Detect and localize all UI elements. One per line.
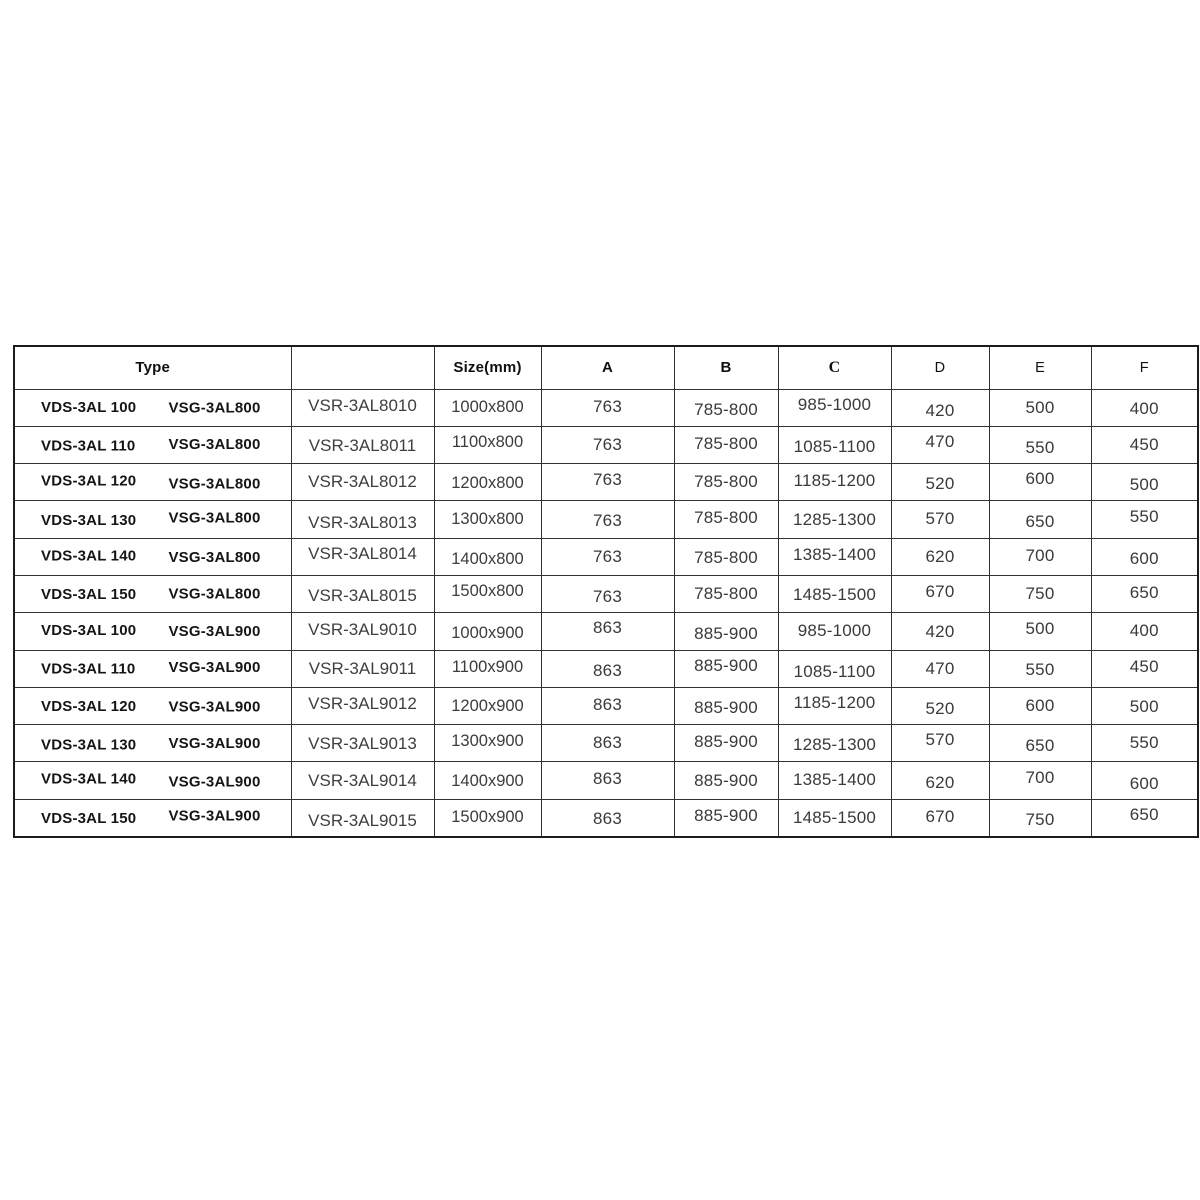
col-f-cell <box>1091 725 1198 762</box>
col-e-cell <box>989 538 1091 575</box>
cell-value: 1385-1400 <box>792 544 877 564</box>
type-cell <box>14 725 291 762</box>
cell-value: 1200x800 <box>451 473 524 492</box>
col-d-cell <box>891 389 989 426</box>
model-cell <box>291 426 434 463</box>
type-vsg-label: VSG-3AL800 <box>168 399 261 417</box>
col-f-cell <box>1091 799 1198 836</box>
cell-value: 1100x900 <box>451 658 524 677</box>
cell-value: 1100x800 <box>451 433 524 452</box>
cell-value: 1300x800 <box>451 510 524 529</box>
col-c-cell <box>778 426 891 463</box>
spec-table-container <box>13 345 1199 838</box>
cell-value: 863 <box>593 618 622 638</box>
cell-value: 750 <box>1025 809 1055 829</box>
cell-value: 1485-1500 <box>792 585 877 605</box>
cell-value: 885-900 <box>694 805 758 825</box>
col-f-cell <box>1091 538 1198 575</box>
col-c-cell <box>778 650 891 687</box>
table-row <box>14 538 1198 575</box>
col-e-cell <box>989 725 1091 762</box>
col-a-cell <box>541 464 674 501</box>
product-spec-table <box>13 345 1199 838</box>
cell-value: 763 <box>593 396 622 416</box>
cell-value: VSR-3AL8010 <box>308 395 417 415</box>
table-row <box>14 687 1198 724</box>
type-vds-label: VDS-3AL 150 <box>41 810 137 828</box>
table-row <box>14 650 1198 687</box>
type-cell <box>14 762 291 799</box>
cell-value: 600 <box>1025 696 1055 716</box>
cell-value: 1000x800 <box>451 398 524 417</box>
cell-value: 670 <box>925 582 955 602</box>
col-a-cell <box>541 650 674 687</box>
col-c-cell <box>778 389 891 426</box>
cell-value: 420 <box>925 400 955 420</box>
col-e-cell <box>989 762 1091 799</box>
type-cell <box>14 687 291 724</box>
cell-value: VSR-3AL8012 <box>308 472 417 492</box>
cell-value: 620 <box>925 772 955 792</box>
cell-value: 785-800 <box>694 507 758 527</box>
col-b-cell <box>674 426 778 463</box>
col-e-cell <box>989 501 1091 538</box>
cell-value: 763 <box>593 470 622 490</box>
table-row <box>14 613 1198 650</box>
cell-value: 885-900 <box>694 655 758 675</box>
type-cell <box>14 501 291 538</box>
col-f-cell <box>1091 426 1198 463</box>
cell-value: 750 <box>1025 584 1055 604</box>
type-vsg-label: VSG-3AL800 <box>168 509 261 527</box>
cell-value: 1200x900 <box>451 696 524 715</box>
cell-value: 400 <box>1129 621 1159 641</box>
col-d-cell <box>891 575 989 612</box>
col-c-cell <box>778 575 891 612</box>
column-header-blank <box>291 346 434 389</box>
type-cell <box>14 799 291 836</box>
column-header-type: Type <box>14 346 291 389</box>
cell-value: 885-900 <box>694 732 758 752</box>
col-a-cell <box>541 687 674 724</box>
cell-value: 500 <box>1025 619 1055 639</box>
type-cell <box>14 464 291 501</box>
cell-value: VSR-3AL8011 <box>308 435 417 455</box>
cell-value: 785-800 <box>694 433 758 453</box>
cell-value: VSR-3AL9014 <box>308 770 417 790</box>
type-cell <box>14 650 291 687</box>
cell-value: 885-900 <box>694 624 758 644</box>
cell-value: VSR-3AL8015 <box>308 586 417 606</box>
cell-value: 600 <box>1025 469 1055 489</box>
cell-value: 650 <box>1025 511 1055 531</box>
col-c-cell <box>778 762 891 799</box>
cell-value: 470 <box>925 431 955 451</box>
col-d-cell <box>891 799 989 836</box>
header-row <box>14 346 1198 389</box>
col-d-cell <box>891 762 989 799</box>
col-b-cell <box>674 725 778 762</box>
col-b-cell <box>674 389 778 426</box>
cell-value: 763 <box>593 510 622 530</box>
cell-value: 450 <box>1129 656 1159 676</box>
cell-value: 785-800 <box>694 547 758 567</box>
cell-value: 700 <box>1025 545 1055 565</box>
col-d-cell <box>891 650 989 687</box>
type-cell <box>14 426 291 463</box>
cell-value: 700 <box>1025 767 1055 787</box>
cell-value: 863 <box>593 768 622 788</box>
cell-value: VSR-3AL9015 <box>308 810 417 830</box>
col-a-cell <box>541 762 674 799</box>
col-c-cell <box>778 464 891 501</box>
col-f-cell <box>1091 613 1198 650</box>
size-cell <box>434 762 541 799</box>
type-cell <box>14 538 291 575</box>
cell-value: 550 <box>1129 733 1159 753</box>
cell-value: 550 <box>1129 506 1159 526</box>
cell-value: 500 <box>1129 697 1159 717</box>
type-vsg-label: VSG-3AL900 <box>168 622 261 640</box>
type-vds-label: VDS-3AL 100 <box>41 621 137 639</box>
table-row <box>14 725 1198 762</box>
col-d-cell <box>891 426 989 463</box>
size-cell <box>434 725 541 762</box>
type-vds-label: VDS-3AL 140 <box>41 770 137 788</box>
col-c-cell <box>778 613 891 650</box>
cell-value: VSR-3AL9012 <box>308 694 417 714</box>
model-cell <box>291 799 434 836</box>
type-vds-label: VDS-3AL 150 <box>41 585 137 603</box>
col-f-cell <box>1091 762 1198 799</box>
col-b-cell <box>674 762 778 799</box>
model-cell <box>291 687 434 724</box>
size-cell <box>434 687 541 724</box>
size-cell <box>434 464 541 501</box>
model-cell <box>291 464 434 501</box>
cell-value: 620 <box>925 546 955 566</box>
type-vds-label: VDS-3AL 140 <box>41 547 137 565</box>
cell-value: 650 <box>1025 736 1055 756</box>
col-a-cell <box>541 426 674 463</box>
col-d-cell <box>891 538 989 575</box>
col-a-cell <box>541 725 674 762</box>
type-vsg-label: VSG-3AL800 <box>168 475 261 493</box>
col-b-cell <box>674 575 778 612</box>
table-row <box>14 389 1198 426</box>
cell-value: 470 <box>925 658 955 678</box>
cell-value: VSR-3AL8014 <box>308 543 417 563</box>
model-cell <box>291 538 434 575</box>
col-f-cell <box>1091 464 1198 501</box>
cell-value: 785-800 <box>694 399 758 419</box>
cell-value: 650 <box>1129 804 1159 824</box>
size-cell <box>434 799 541 836</box>
type-vds-label: VDS-3AL 120 <box>41 697 137 715</box>
size-cell <box>434 501 541 538</box>
cell-value: 1085-1100 <box>793 661 876 681</box>
model-cell <box>291 501 434 538</box>
col-e-cell <box>989 575 1091 612</box>
col-f-cell <box>1091 650 1198 687</box>
type-vds-label: VDS-3AL 120 <box>41 472 137 490</box>
cell-value: 863 <box>593 695 622 715</box>
type-vsg-label: VSG-3AL900 <box>168 659 261 677</box>
type-cell <box>14 613 291 650</box>
cell-value: VSR-3AL9010 <box>308 620 417 640</box>
cell-value: 1500x800 <box>451 581 524 600</box>
col-a-cell <box>541 613 674 650</box>
col-c-cell <box>778 799 891 836</box>
col-f-cell <box>1091 575 1198 612</box>
cell-value: 600 <box>1129 548 1159 568</box>
col-b-cell <box>674 799 778 836</box>
col-a-cell <box>541 538 674 575</box>
column-header-f: F <box>1091 346 1198 389</box>
cell-value: 1400x800 <box>451 550 524 569</box>
col-b-cell <box>674 687 778 724</box>
cell-value: 650 <box>1129 583 1159 603</box>
cell-value: 1385-1400 <box>792 769 877 789</box>
type-vsg-label: VSG-3AL800 <box>168 585 261 603</box>
table-header <box>14 346 1198 389</box>
table-row <box>14 762 1198 799</box>
model-cell <box>291 613 434 650</box>
col-d-cell <box>891 687 989 724</box>
cell-value: 885-900 <box>694 770 758 790</box>
type-vsg-label: VSG-3AL900 <box>168 698 261 716</box>
column-header-c: C <box>778 346 891 389</box>
type-cell <box>14 389 291 426</box>
cell-value: 985-1000 <box>797 394 872 414</box>
column-header-b: B <box>674 346 778 389</box>
type-vds-label: VDS-3AL 100 <box>41 399 137 417</box>
column-header-e: E <box>989 346 1091 389</box>
col-e-cell <box>989 650 1091 687</box>
col-e-cell <box>989 426 1091 463</box>
col-f-cell <box>1091 501 1198 538</box>
table-row <box>14 426 1198 463</box>
cell-value: 1185-1200 <box>793 693 876 713</box>
model-cell <box>291 650 434 687</box>
cell-value: VSR-3AL8013 <box>308 512 417 532</box>
type-vsg-label: VSG-3AL900 <box>168 773 261 791</box>
col-a-cell <box>541 389 674 426</box>
type-vsg-label: VSG-3AL800 <box>168 436 261 454</box>
col-b-cell <box>674 464 778 501</box>
cell-value: 1485-1500 <box>792 807 877 827</box>
col-d-cell <box>891 613 989 650</box>
size-cell <box>434 389 541 426</box>
type-vds-label: VDS-3AL 110 <box>41 660 136 678</box>
column-header-d: D <box>891 346 989 389</box>
col-e-cell <box>989 613 1091 650</box>
cell-value: 570 <box>925 730 955 750</box>
col-f-cell <box>1091 389 1198 426</box>
cell-value: 520 <box>925 474 955 494</box>
col-d-cell <box>891 464 989 501</box>
cell-value: 885-900 <box>694 698 758 718</box>
cell-value: 785-800 <box>694 584 758 604</box>
cell-value: 985-1000 <box>797 621 872 641</box>
model-cell <box>291 725 434 762</box>
col-e-cell <box>989 687 1091 724</box>
cell-value: 863 <box>593 660 622 680</box>
col-e-cell <box>989 799 1091 836</box>
cell-value: 1500x900 <box>451 808 524 827</box>
cell-value: 863 <box>593 733 622 753</box>
size-cell <box>434 613 541 650</box>
col-e-cell <box>989 464 1091 501</box>
cell-value: 520 <box>925 699 955 719</box>
cell-value: VSR-3AL9013 <box>308 734 417 754</box>
cell-value: 763 <box>593 546 622 566</box>
column-header-a: A <box>541 346 674 389</box>
size-cell <box>434 650 541 687</box>
cell-value: 785-800 <box>694 472 758 492</box>
col-c-cell <box>778 501 891 538</box>
cell-value: 600 <box>1129 773 1159 793</box>
cell-value: VSR-3AL9011 <box>308 658 417 678</box>
type-vds-label: VDS-3AL 130 <box>41 736 137 754</box>
col-c-cell <box>778 725 891 762</box>
model-cell <box>291 389 434 426</box>
cell-value: 1300x900 <box>451 731 524 750</box>
cell-value: 570 <box>925 508 955 528</box>
type-vsg-label: VSG-3AL900 <box>168 807 261 825</box>
cell-value: 763 <box>593 434 622 454</box>
col-f-cell <box>1091 687 1198 724</box>
col-c-cell <box>778 538 891 575</box>
model-cell <box>291 575 434 612</box>
column-header-size: Size(mm) <box>434 346 541 389</box>
cell-value: 450 <box>1129 434 1159 454</box>
col-b-cell <box>674 538 778 575</box>
cell-value: 550 <box>1025 437 1055 457</box>
col-d-cell <box>891 725 989 762</box>
table-body <box>14 389 1198 837</box>
size-cell <box>434 426 541 463</box>
size-cell <box>434 538 541 575</box>
cell-value: 500 <box>1025 397 1055 417</box>
table-row <box>14 501 1198 538</box>
table-row <box>14 799 1198 836</box>
cell-value: 500 <box>1129 475 1159 495</box>
cell-value: 1285-1300 <box>792 509 877 529</box>
cell-value: 1185-1200 <box>793 471 876 491</box>
cell-value: 400 <box>1129 398 1159 418</box>
type-cell <box>14 575 291 612</box>
type-vsg-label: VSG-3AL800 <box>168 549 261 567</box>
cell-value: 1000x900 <box>451 623 524 642</box>
table-row <box>14 464 1198 501</box>
size-cell <box>434 575 541 612</box>
type-vds-label: VDS-3AL 130 <box>41 512 137 530</box>
model-cell <box>291 762 434 799</box>
col-a-cell <box>541 575 674 612</box>
col-c-cell <box>778 687 891 724</box>
cell-value: 1085-1100 <box>793 436 876 456</box>
table-row <box>14 575 1198 612</box>
cell-value: 1400x900 <box>451 772 524 791</box>
cell-value: 550 <box>1025 659 1055 679</box>
cell-value: 863 <box>593 808 622 828</box>
col-a-cell <box>541 501 674 538</box>
cell-value: 670 <box>925 806 955 826</box>
col-b-cell <box>674 650 778 687</box>
col-d-cell <box>891 501 989 538</box>
type-vsg-label: VSG-3AL900 <box>168 734 261 752</box>
col-a-cell <box>541 799 674 836</box>
col-e-cell <box>989 389 1091 426</box>
cell-value: 763 <box>593 587 622 607</box>
type-vds-label: VDS-3AL 110 <box>41 437 136 455</box>
cell-value: 420 <box>925 622 955 642</box>
col-b-cell <box>674 501 778 538</box>
col-b-cell <box>674 613 778 650</box>
cell-value: 1285-1300 <box>792 735 877 755</box>
